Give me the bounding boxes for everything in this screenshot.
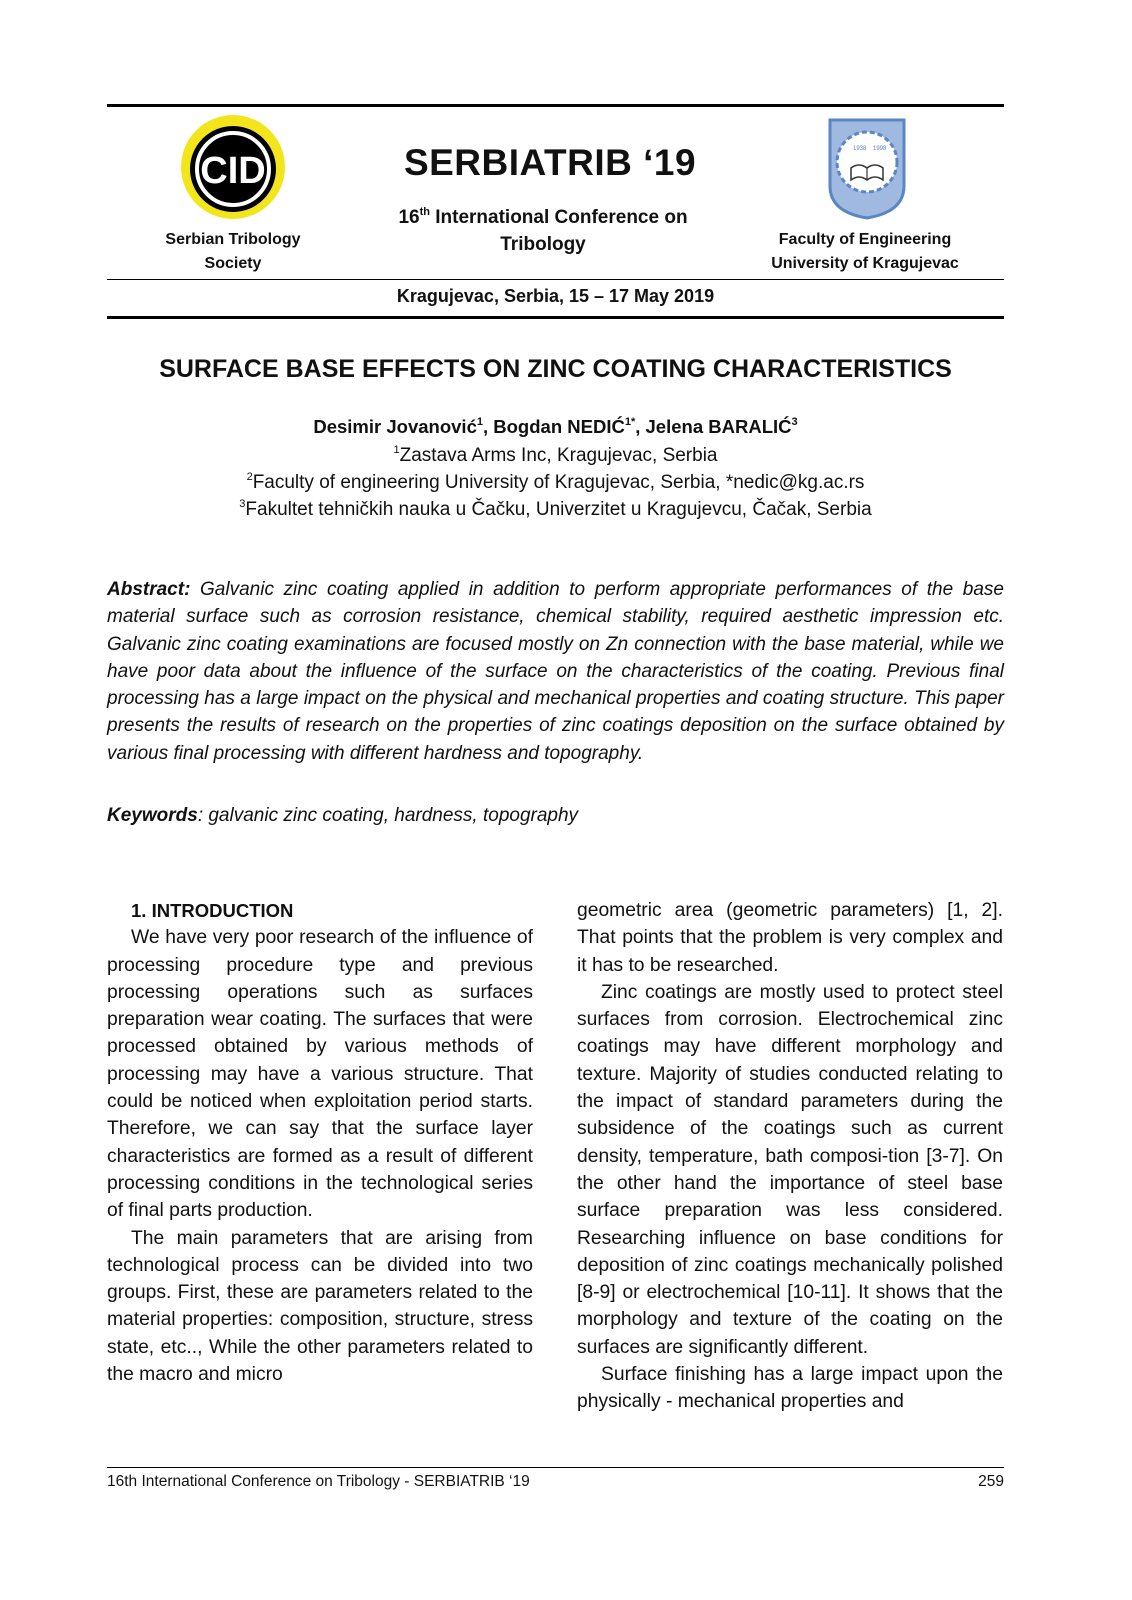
conference-title: SERBIATRIB ‘19: [403, 142, 697, 183]
conference-name-line2: Tribology: [500, 234, 586, 255]
left-org-line2: Society: [204, 255, 262, 272]
abstract: [107, 576, 1004, 767]
abstract-label: Abstract:: [107, 579, 191, 600]
paper-title: SURFACE BASE EFFECTS ON ZINC COATING CHARACTERISTICS: [159, 355, 952, 383]
right-column: [577, 897, 1003, 1416]
author-sup: 3: [791, 416, 798, 428]
author-name: Jelena BARALIĆ: [645, 416, 792, 437]
body-paragraph: geometric area (geometric parameters) [1, 2]. That points that the problem is very complex and it has to be researched.: [577, 900, 1003, 976]
body-paragraph: We have very poor research of the influence of processing procedure type and previous processing operations such as surfaces preparation wear coating. The surfaces that were processed obtained by various methods of processing may have a various structure. That could be noticed when exploitation period starts. Therefore, we can say that the surface layer characteristics are formed as a result of different processing conditions in the technological series of final parts production.: [107, 927, 533, 1222]
keywords: [107, 805, 1004, 827]
faculty-of-engineering-logo: [826, 116, 908, 220]
affiliation-text: Faculty of engineering University of Kragujevac, Serbia, *nedic@kg.ac.rs: [252, 472, 865, 493]
logo-year-right: 1998: [873, 146, 887, 152]
conference-name: [370, 204, 716, 258]
affiliation-sup: 2: [246, 471, 253, 483]
footer-conference: 16th International Conference on Tribology - SERBIATRIB ‘19: [107, 1473, 530, 1490]
abstract-text: Galvanic zinc coating applied in addition to perform appropriate performances of the base material surface such as corrosion resistance, chemical stability, required aesthetic impression etc. Galvanic zinc coating examinations are focused mostly on Zn connection with the base material, while we have poor data about the influence of the surface on the characteristics of the coating. Previous final processing has a large impact on the physical and mechanical properties and coating structure. This paper presents the results of research on the properties of zinc coatings deposition on the surface obtained by various final processing with different hardness and topography.: [107, 579, 1004, 764]
logo-lettering: CID: [200, 150, 266, 192]
header-bottom-rule: [107, 316, 1004, 319]
logo-year-left: 1938: [853, 146, 867, 152]
right-org-line1: Faculty of Engineering: [778, 231, 952, 248]
affiliation: [107, 472, 1004, 494]
header-divider: [107, 279, 1004, 280]
keywords-text: : galvanic zinc coating, hardness, topography: [197, 805, 579, 826]
author-name: Bogdan NEDIĆ: [493, 416, 625, 437]
conference-name-line1: International Conference on: [429, 207, 688, 228]
affiliation-text: Zastava Arms Inc, Kragujevac, Serbia: [399, 445, 718, 466]
affiliation: [107, 499, 1004, 521]
authors: [107, 416, 1004, 438]
affiliation-sup: 3: [239, 498, 246, 510]
conference-place-date: Kragujevac, Serbia, 15 – 17 May 2019: [396, 286, 715, 306]
top-rule: [107, 104, 1004, 107]
affiliation-sup: 1: [393, 444, 400, 456]
conference-number: 16: [398, 207, 420, 228]
keywords-label: Keywords: [107, 805, 198, 826]
section-heading: 1. INTRODUCTION: [131, 900, 294, 921]
author-separator: ,: [482, 416, 494, 437]
left-column: [107, 897, 533, 1388]
body-paragraph: The main parameters that are arising from technological process can be divided into two groups. First, these are parameters related to the material properties: composition, structure, stress state, etc.., While the other parameters related to the macro and micro: [107, 1227, 533, 1386]
page-number: 259: [978, 1473, 1004, 1490]
conference-number-suffix: th: [419, 206, 430, 218]
body-paragraph: Zinc coatings are mostly used to protect steel surfaces from corrosion. Electrochemical zinc coatings may have different morphology and texture. Majority of studies conducted relating to the impact of standard parameters during the subsidence of the coatings such as current density, temperature, bath composi-tion [3-7]. On the other hand the importance of steel base surface preparation was less considered. Researching influence on base conditions for deposition of zinc coatings mechanically polished [8-9] or electrochemical [10-11]. It shows that the morphology and texture of the coating on the surfaces are significantly different.: [577, 981, 1003, 1358]
right-organization: [760, 228, 970, 276]
footer-rule: [107, 1467, 1004, 1468]
author-separator: ,: [635, 416, 646, 437]
affiliation-text: Fakultet tehničkih nauka u Čačku, Univerzitet u Kragujevcu, Čačak, Serbia: [245, 499, 872, 520]
serbian-tribology-society-logo: [180, 114, 286, 220]
affiliation: [107, 445, 1004, 467]
left-organization: [150, 228, 316, 276]
author-sup: 1*: [624, 416, 636, 428]
right-org-line2: University of Kragujevac: [771, 255, 959, 272]
body-paragraph: Surface finishing has a large impact upon the physically - mechanical properties and: [577, 1364, 1003, 1413]
author-name: Desimir Jovanović: [313, 416, 477, 437]
author-sup: 1: [476, 416, 483, 428]
left-org-line1: Serbian Tribology: [165, 231, 301, 248]
